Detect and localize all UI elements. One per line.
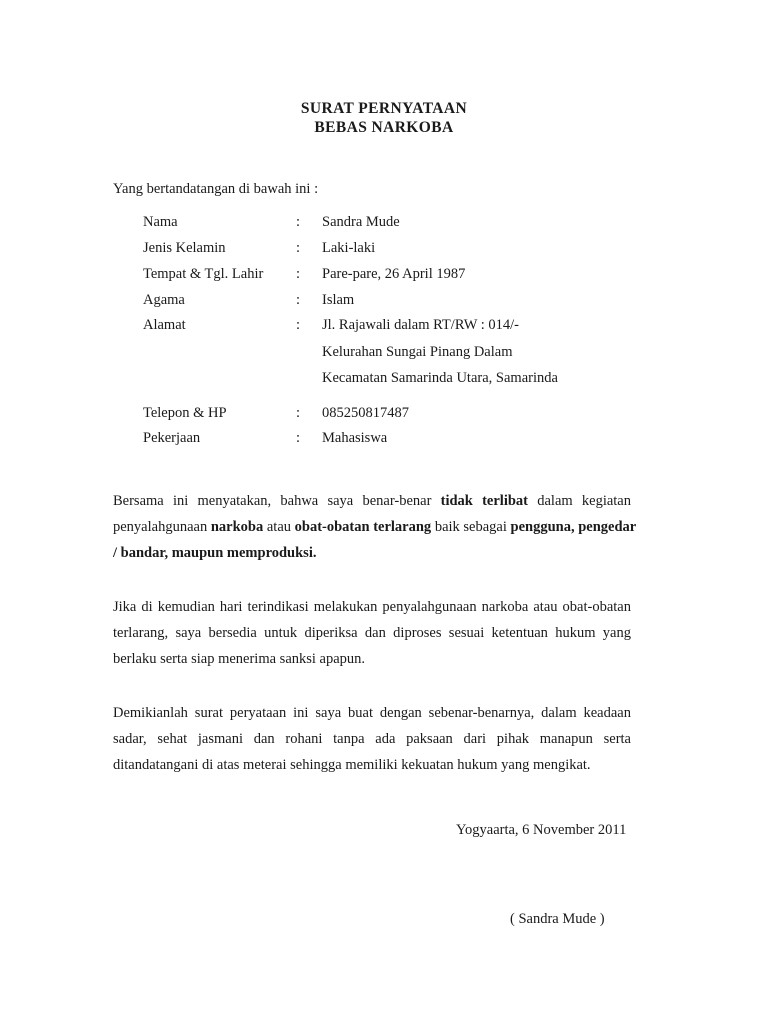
statement-paragraph xyxy=(113,490,637,568)
field-colon: : xyxy=(296,240,301,256)
paragraph-line: Demikianlah surat peryataan ini saya buat dengan sebenar-benarnya, dalam keadaan xyxy=(113,705,631,721)
field-colon: : xyxy=(296,266,301,282)
text-run: atau xyxy=(263,519,295,535)
signatory-name: ( Sandra Mude ) xyxy=(510,911,605,927)
field-label: Alamat xyxy=(143,317,186,333)
paragraph-line xyxy=(113,490,631,516)
paragraph-line xyxy=(113,516,637,542)
field-alamat xyxy=(0,317,768,339)
bold-text: pengguna, pengedar xyxy=(510,519,637,535)
place-date: Yogyaarta, 6 November 2011 xyxy=(456,822,627,838)
field-telepon xyxy=(0,405,768,427)
field-colon: : xyxy=(296,430,301,446)
text-run: baik sebagai xyxy=(431,519,511,535)
field-nama xyxy=(0,214,768,236)
field-label: Tempat & Tgl. Lahir xyxy=(143,266,264,282)
field-label: Telepon & HP xyxy=(143,405,227,421)
closing-paragraph xyxy=(113,702,631,780)
field-label: Pekerjaan xyxy=(143,430,201,446)
bold-text: narkoba xyxy=(210,519,264,535)
field-ttl xyxy=(0,266,768,288)
text-run: dalam kegiatan xyxy=(528,493,631,509)
field-pekerjaan xyxy=(0,430,768,452)
field-value: Kecamatan Samarinda Utara, Samarinda xyxy=(322,370,558,386)
text-run: Bersama ini menyatakan, bahwa saya benar-benar xyxy=(113,493,441,509)
field-value: Kelurahan Sungai Pinang Dalam xyxy=(322,344,513,360)
paragraph-line: ditandatangani di atas meterai sehingga memiliki kekuatan hukum yang mengikat. xyxy=(113,757,591,773)
field-value: Mahasiswa xyxy=(322,430,388,446)
bold-text: tidak terlibat xyxy=(440,493,528,509)
field-label: Agama xyxy=(143,292,185,308)
document-subtitle: BEBAS NARKOBA xyxy=(314,119,454,136)
field-label: Nama xyxy=(143,214,178,230)
field-colon: : xyxy=(296,214,301,230)
bold-text: / bandar, maupun memproduksi. xyxy=(113,545,317,561)
field-colon: : xyxy=(296,317,301,333)
text-run: penyalahgunaan xyxy=(113,519,211,535)
paragraph-line: terlarang, saya bersedia untuk diperiksa dan diproses sesuai ketentuan hukum yang xyxy=(113,625,631,641)
consequence-paragraph xyxy=(113,596,631,674)
field-colon: : xyxy=(296,405,301,421)
paragraph-line: sadar, sehat jasmani dan rohani tanpa ada paksaan dari pihak manapun serta xyxy=(113,731,631,747)
field-colon: : xyxy=(296,292,301,308)
field-label: Jenis Kelamin xyxy=(143,240,226,256)
field-jenis-kelamin xyxy=(0,240,768,262)
document-title: SURAT PERNYATAAN xyxy=(300,100,468,117)
paragraph-line: berlaku serta siap menerima sanksi apapun. xyxy=(113,651,366,667)
field-agama xyxy=(0,292,768,314)
intro-text: Yang bertandatangan di bawah ini : xyxy=(113,181,319,197)
bold-text: obat-obatan terlarang xyxy=(294,519,432,535)
field-value: Islam xyxy=(322,292,355,308)
field-value: 085250817487 xyxy=(322,405,409,421)
field-value: Sandra Mude xyxy=(322,214,400,230)
field-alamat-line3 xyxy=(0,370,768,392)
field-value: Jl. Rajawali dalam RT/RW : 014/- xyxy=(322,317,520,333)
field-value: Laki-laki xyxy=(322,240,376,256)
field-alamat-line2 xyxy=(0,344,768,366)
paragraph-line xyxy=(113,542,631,568)
paragraph-line: Jika di kemudian hari terindikasi melakukan penyalahgunaan narkoba atau obat-obatan xyxy=(113,599,631,615)
field-value: Pare-pare, 26 April 1987 xyxy=(322,266,466,282)
